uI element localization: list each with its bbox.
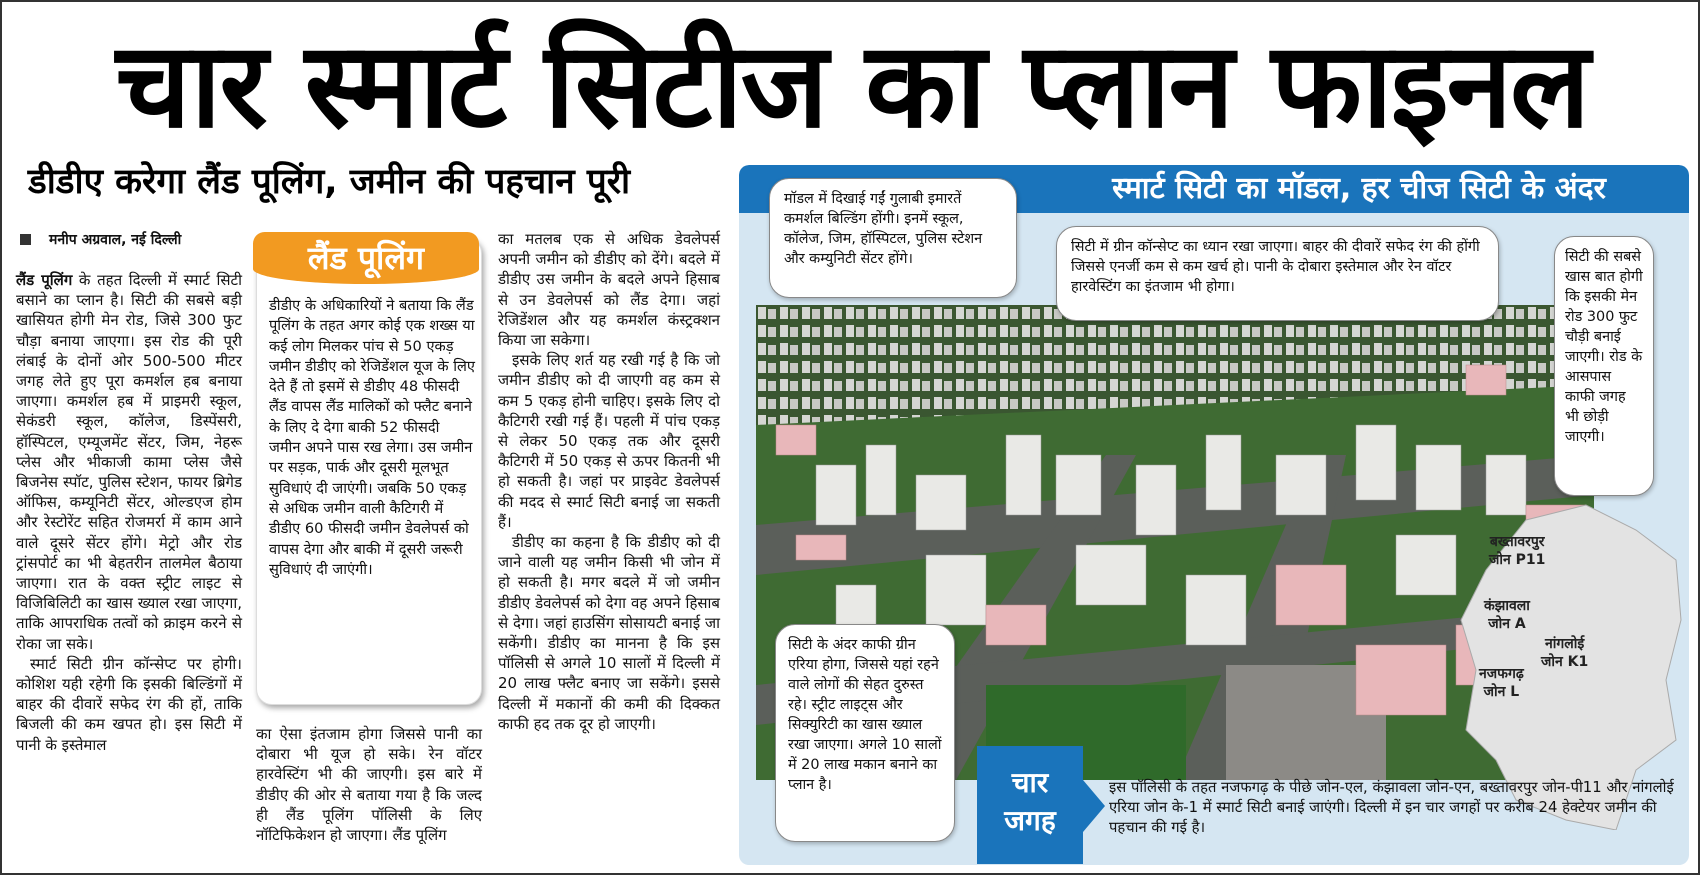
zone-label-najafgarh [1479,665,1524,701]
headline: चार स्मार्ट सिटीज का प्लान फाइनल [115,16,1589,154]
callout-green-area: सिटी के अंदर काफी ग्रीन एरिया होगा, जिससे यहां रहने वाले लोगों की सेहत दुरुस्त रहे। स्ट्रीट लाइट्स और सिक्युरिटी का खास ख्याल रखा जाएगा। अगले 10 सालों में 20 लाख मकान बनाने का प्लान है। [775,624,955,842]
zone-code: जोन P11 [1489,552,1546,568]
lead-word: लैंड पूलिंग [16,271,73,289]
article-paragraph: का मतलब एक से अधिक डेवलेपर्स अपनी जमीन को डीडीए को देंगे। बदले में डीडीए उस जमीन के बदले अपने हिसाब से उन डेवलेपर्स को लैंड देगा। जहां रेजिडेंशल और यह कमर्शल कंस्ट्रक्शन किया जा सकेगा। [498,230,720,350]
zone-label-bakhtawarpur [1489,533,1545,569]
zone-label-kanjhawala [1484,597,1530,633]
article-column-1 [16,270,242,755]
byline [20,230,181,249]
article-text: के तहत दिल्ली में स्मार्ट सिटी बसाने का प्लान है। सिटी की सबसे बड़ी खासियत होगी मेन रोड, जिसे 300 फुट चौड़ा बनाया जाएगा। इस रोड की पूरी लंबाई के दोनों ओर 500-500 मीटर जगह लेते हुए पूरा कमर्शल हब बनाया जाएगा। कमर्शल हब में प्राइमरी स्कूल, सेकंडरी स्कूल, कॉलेज, डिस्पेंसरी, हॉस्पिटल, एम्यूजमेंट सेंटर, जिम, नेहरू प्लेस और भीकाजी कामा प्लेस जैसे बिजनेस स्पॉट, पुलिस स्टेशन, फायर ब्रिगेड ऑफिस, कम्यूनिटी सेंटर, ओल्डएज होम और रेस्टोरेंट सहित रोजमर्रा में काम आने वाले दूसरे सेंटर होंगे। मेट्रो और रोड ट्रांसपोर्ट का भी बेहतरीन तालमेल बैठाया जाएगा। रात के वक्त स्ट्रीट लाइट से विजिबिलिटी का खास ख्याल रखा जाएगा, ताकि आपराधिक तत्वों को क्राइम करने से रोका जा सके। [16,271,242,653]
sidebar-body: डीडीए के अधिकारियों ने बताया कि लैंड पूलिंग के तहत अगर कोई एक शख्स या कई लोग मिलकर पांच से 50 एकड़ जमीन डीडीए को रेजिडेंशल यूज के लिए देते हैं तो इसमें से डीडीए 48 फीसदी लैंड वापस लैंड मालिकों को फ्लैट बनाने के लिए दे देगा बाकी 52 फीसदी जमीन अपने पास रख लेगा। उस जमीन पर सड़क, पार्क और दूसरी मूलभूत सुविधाएं दी जाएंगी। जबकि 50 एकड़ से अधिक जमीन वाली कैटिगरी में डीडीए 60 फीसदी जमीन डेवलेपर्स को वापस देगा और बाकी में दूसरी जरूरी सुविधाएं दी जाएंगी। [269,297,475,578]
article-column-2 [256,724,482,845]
byline-text: मनीप अग्रवाल, नई दिल्ली [49,232,182,248]
callout-green-concept: सिटी में ग्रीन कॉन्सेप्ट का ध्यान रखा जाएगा। बाहर की दीवारें सफेद रंग की होंगी जिससे एनर्जी कम से कम खर्च हो। पानी के दोबारा इस्तेमाल और रेन वॉटर हारवेस्टिंग का इंतजाम भी होगा। [1056,226,1499,321]
infographic-title: स्मार्ट सिटी का मॉडल, हर चीज सिटी के अंदर [1112,171,1606,206]
article-paragraph: का ऐसा इंतजाम होगा जिससे पानी का दोबारा भी यूज हो सके। रेन वॉटर हारवेस्टिंग भी की जाएगी। इस बारे में डीडीए की ओर से बताया गया है कि जल्द ही लैंड पूलिंग पॉलिसी के लिए नॉटिफिकेशन हो जाएगा। लैंड पूलिंग [256,725,482,845]
four-locations-tag [977,746,1083,864]
bullet-square-icon [20,234,31,245]
zone-name: नांगलोई [1544,636,1585,652]
sidebar-title: लैंड पूलिंग [253,232,479,284]
subheadline: डीडीए करेगा लैंड पूलिंग, जमीन की पहचान पूरी [28,162,631,202]
tag-line: जगह [1004,804,1056,837]
tag-line: चार [1011,766,1049,799]
zone-code: जोन K1 [1541,654,1589,670]
land-pooling-sidebar [256,237,482,705]
article-paragraph [16,270,242,654]
four-locations-strip [739,750,1689,858]
article-paragraph: स्मार्ट सिटी ग्रीन कॉन्सेप्ट पर होगी। कोशिश यही रहेगी कि इसकी बिल्डिंगों में बाहर की दीवारें सफेद रंग की हों, ताकि बिजली की कम खपत हो। इस सिटी में पानी के इस्तेमाल [16,654,242,754]
four-locations-text: इस पॉलिसी के तहत नजफगढ़ के पीछे जोन-एल, कंझावला जोन-एन, बख्तावरपुर जोन-पी11 और नांगलोई एरिया जोन के-1 में स्मार्ट सिटी बनाई जाएंगी। दिल्ली में इन चार जगहों पर करीब 24 हेक्टेयर जमीन की पहचान की गई है। [1109,779,1674,836]
article-column-3 [498,229,720,734]
callout-main-road: सिटी की सबसे खास बात होगी कि इसकी मेन रोड 300 फुट चौड़ी बनाई जाएगी। रोड के आसपास काफी जगह भी छोड़ी जाएगी। [1554,236,1654,496]
zone-name: कंझावला [1484,598,1530,614]
zone-code: जोन A [1488,616,1526,632]
article-paragraph: डीडीए का कहना है कि डीडीए को दी जाने वाली यह जमीन किसी भी जोन में हो सकती है। मगर बदले में जो जमीन डीडीए डेवलेपर्स को देगा वह अपने हिसाब से देगा। जहां हाउसिंग सोसायटी बनाई जा सकेंगी। डीडीए का मानना है कि इस पॉलिसी से अगले 10 सालों में दिल्ली में 20 लाख फ्लैट बनाए जा सकेंगे। इससे दिल्ली में मकानों की कमी की दिक्कत काफी हद तक दूर हो जाएगी। [498,533,720,733]
zone-label-nangloi [1541,635,1588,671]
zone-name: नजफगढ़ [1479,666,1524,682]
zone-name: बख्तावरपुर [1489,534,1545,550]
article-paragraph: इसके लिए शर्त यह रखी गई है कि जो जमीन डीडीए को दी जाएगी वह कम से कम 5 एकड़ होनी चाहिए। इसके लिए दो कैटिगरी रखी गई हैं। पहली में पांच एकड़ से लेकर 50 एकड़ तक और दूसरी कैटिगरी में 50 एकड़ से ऊपर कितनी भी हो सकती है। जहां पर प्राइवेट डेवलेपर्स की मदद से स्मार्ट सिटी बनाई जा सकती हैं। [498,351,720,531]
zone-code: जोन L [1483,684,1520,700]
tag-arrow-icon [1083,780,1105,832]
callout-commercial-buildings: मॉडल में दिखाई गईं गुलाबी इमारतें कमर्शल बिल्डिंग होंगी। इनमें स्कूल, कॉलेज, जिम, हॉस्पिटल, पुलिस स्टेशन और कम्युनिटी सेंटर होंगे। [769,178,1017,298]
